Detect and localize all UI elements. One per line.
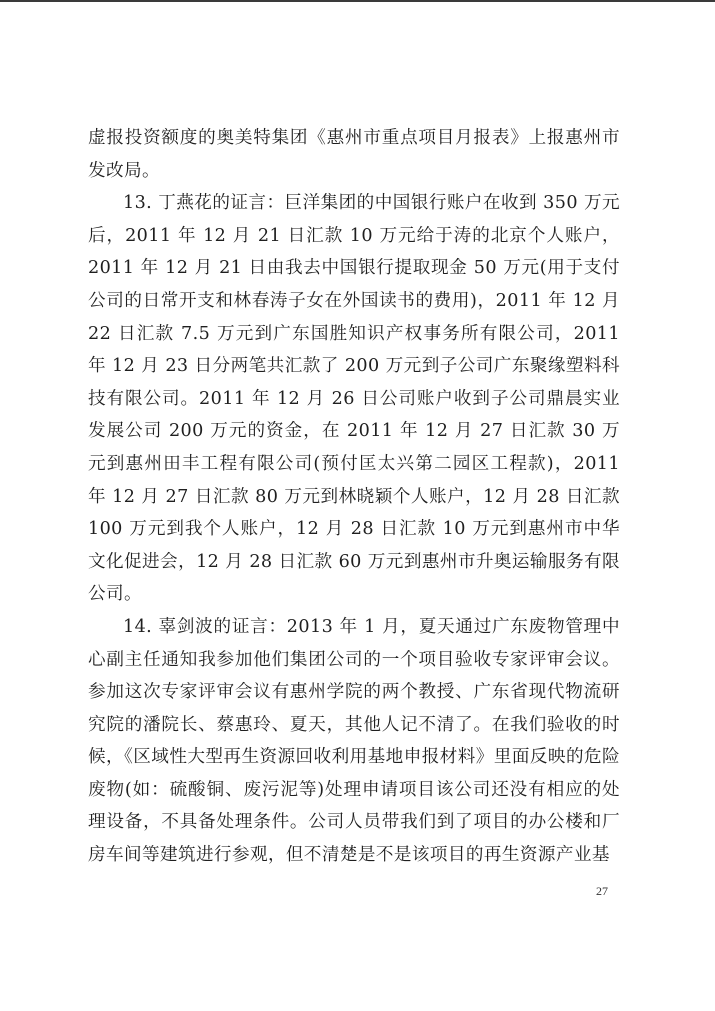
paragraph-14-testimony: 14. 辜剑波的证言：2013 年 1 月，夏天通过广东废物管理中心副主任通知我参加他们集团公司的一个项目验收专家评审会议。参加这次专家评审会议有惠州学院的两个教授、广东省现代物流研究院的潘院长、蔡惠玲、夏天，其他人记不清了。在我们验收的时候，《区域性大型再生资源回收利用基地申报材料》里面反映的危险废物(如：硫酸铜、废污泥等)处理申请项目该公司还没有相应的处理设备，不具备处理条件。公司人员带我们到了项目的办公楼和厂房车间等建筑进行参观，但不清楚是不是该项目的再生资源产业基	[88, 616, 620, 866]
paragraph-continued: 虚报投资额度的奥美特集团《惠州市重点项目月报表》上报惠州市发改局。	[88, 128, 620, 181]
document-body	[88, 122, 620, 872]
page-top-edge	[0, 0, 715, 2]
paragraph-13-testimony: 13. 丁燕花的证言：巨洋集团的中国银行账户在收到 350 万元后，2011 年 12 月 21 日汇款 10 万元给于涛的北京个人账户，2011 年 12 月 21 日由我去中国银行提取现金 50 万元(用于支付公司的日常开支和林春涛子女在外国读书的费用)，2011 年 12 月 22 日汇款 7.5 万元到广东国胜知识产权事务所有限公司，2011 年 12 月 23 日分两笔共汇款了 200 万元到子公司广东聚缘塑料科技有限公司。2011 年 12 月 26 日公司账户收到子公司鼎晨实业发展公司 200 万元的资金，在 2011 年 12 月 27 日汇款 30 万元到惠州田丰工程有限公司(预付匡太兴第二园区工程款)，2011 年 12 月 27 日汇款 80 万元到林晓颖个人账户，12 月 28 日汇款 100 万元到我个人账户，12 月 28 日汇款 10 万元到惠州市中华文化促进会，12 月 28 日汇款 60 万元到惠州市升奥运输服务有限公司。	[88, 193, 620, 605]
page-number: 27	[596, 884, 608, 898]
